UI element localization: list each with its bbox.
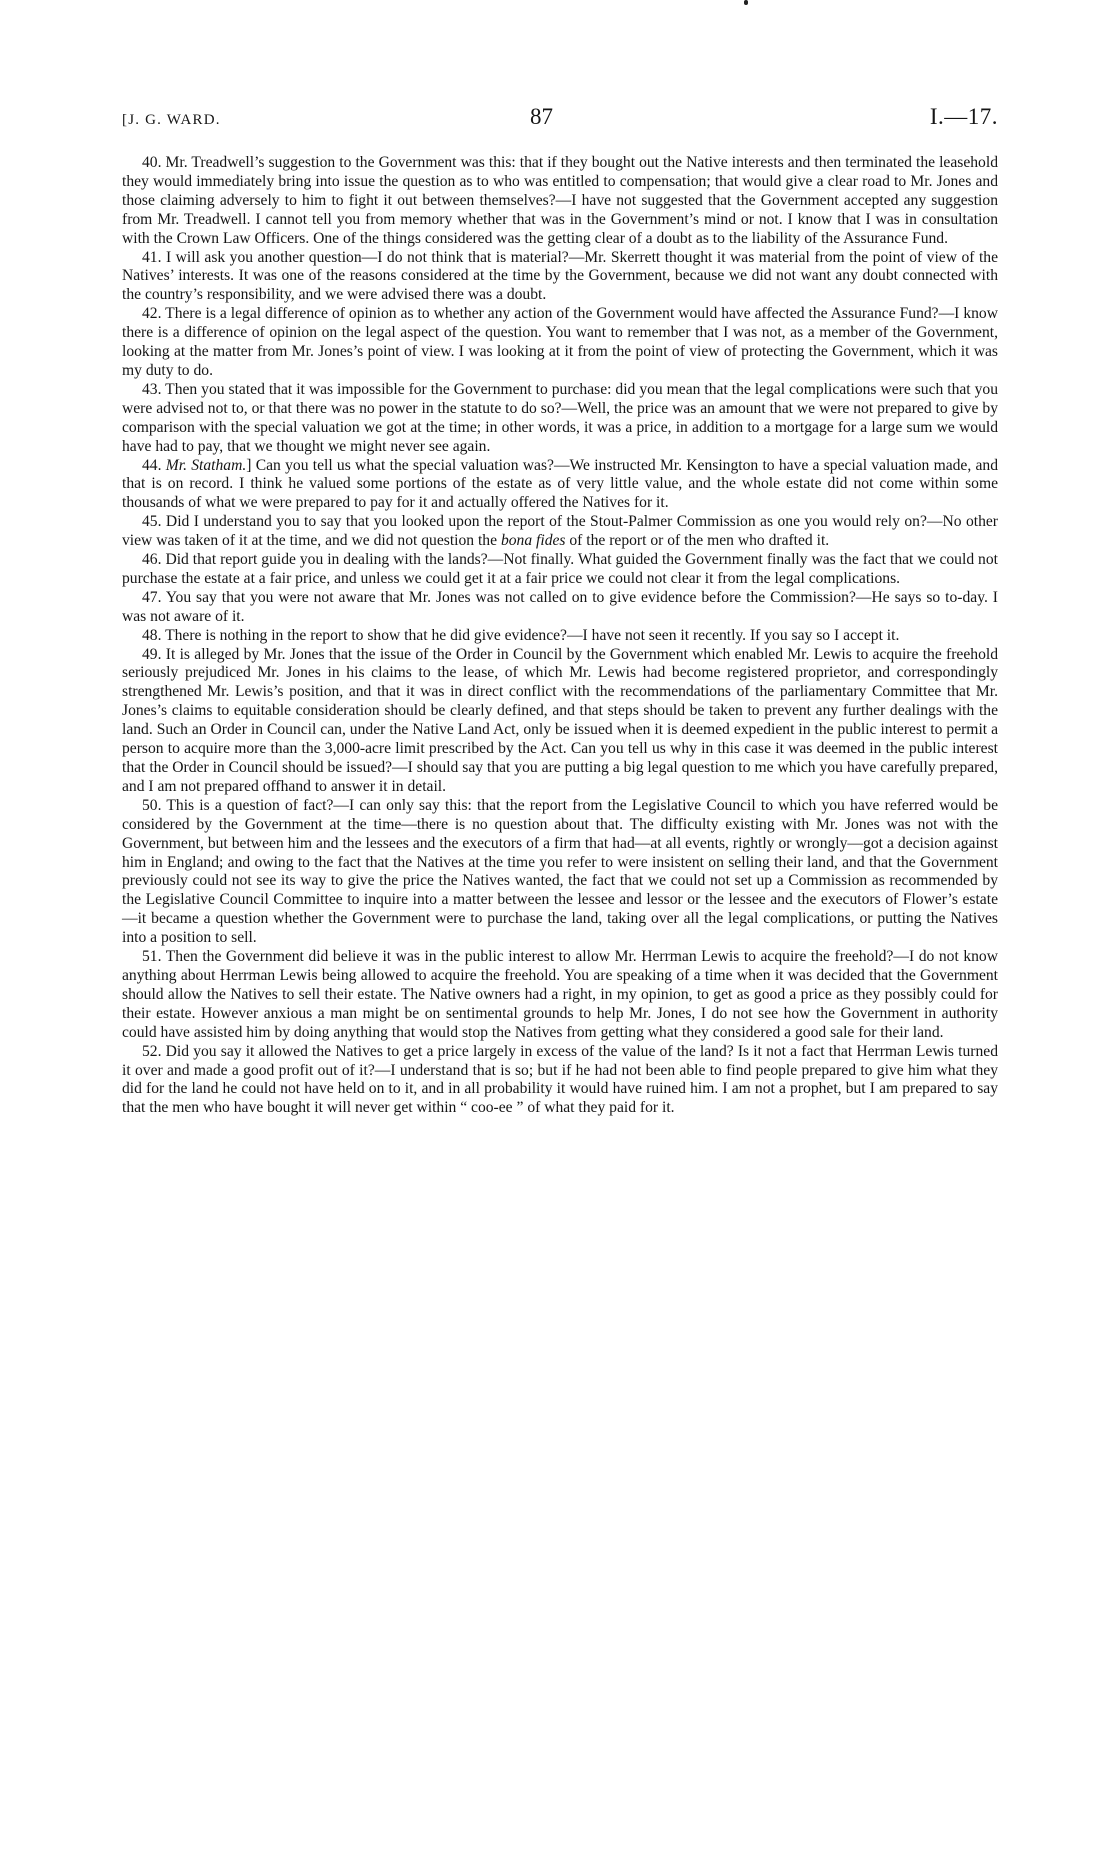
paragraph-44 xyxy=(122,457,998,514)
printer-mark xyxy=(744,0,748,5)
paragraph-48: 48. There is nothing in the report to show that he did give evidence?—I have not seen it recently. If you say so I accept it. xyxy=(142,626,900,644)
page-header xyxy=(122,104,998,134)
paragraph-46: 46. Did that report guide you in dealing with the lands?—Not finally. What guided the Government finally was the fact that we could not purchase the estate at a fair price, and unless we could get it at a fair price we could not clear it from the legal complications. xyxy=(122,551,998,587)
paragraph-47: 47. You say that you were not aware that Mr. Jones was not called on to give evidence before the Commission?—He says so to-day. I was not aware of it. xyxy=(122,588,998,625)
paragraph-40: 40. Mr. Treadwell’s suggestion to the Government was this: that if they bought out the Native interests and then terminated the leasehold they would immediately bring into issue the question as to who was entitled to compensation; that would give a clear road to Mr. Jones and those claiming adversely to him to fight it out between themselves?—I have not suggested that the Government accepted any suggestion from Mr. Treadwell. I cannot tell you from memory whether that was in the Government’s mind or not. I know that I was in consultation with the Crown Law Officers. One of the things considered was the getting clear of a doubt as to the liability of the Assurance Fund. xyxy=(122,154,998,247)
paragraph-52: 52. Did you say it allowed the Natives to get a price largely in excess of the value of the land? Is it not a fact that Herrman Lewis turned it over and made a good profit out of it?—I understand that is so; but if he had not been able to find people prepared to give him what they did for the land he could not have held on to it, and in all probability it would have ruined him. I am not a prophet, but I am prepared to say that the men who have bought it will never get within “ coo-ee ” of what they paid for it. xyxy=(122,1042,998,1117)
paragraph-45-end: of the report or of the men who drafted it. xyxy=(565,532,830,550)
paragraph-42: 42. There is a legal difference of opinion as to whether any action of the Government would have affected the Assurance Fund?—I know there is a difference of opinion on the legal aspect of the question. You want to remember that I was not, as a member of the Government, looking at the matter from Mr. Jones’s point of view. I was looking at it from the point of view of protecting the Government, which it was my duty to do. xyxy=(122,305,998,379)
paragraph-44-body: ] Can you tell us what the special valuation was?—We instructed Mr. Kensington to have a special valuation made, and that is on record. I think he valued some portions of the estate as of very little value, and the whole estate did not come within some thousands of what we were prepared to pay for it and actually offered the Natives for it. xyxy=(122,456,999,512)
paragraph-45 xyxy=(122,513,998,551)
paragraph-43: 43. Then you stated that it was impossible for the Government to purchase: did you mean that the legal complications were such that you were advised not to, or that there was no power in the statute to do so?—Well, the price was an amount that we were not prepared to give by comparison with the special valuation we got at the time; in other words, it was a price, in addition to a mortgage for a large sum we would have had to pay, that we thought we might never see again. xyxy=(122,380,998,455)
paper-reference: I.—17. xyxy=(929,104,998,129)
paragraph-45-start: 45. Did I understand you to say that you looked upon the report of the Stout-Palmer Commission as one you would rely on?—No other view was taken of it at the time, and we did not question the xyxy=(122,513,998,550)
witness-name: [J. G. WARD. xyxy=(122,112,221,128)
page-number: 87 xyxy=(530,104,553,129)
paragraph-44-number: 44. xyxy=(142,456,166,474)
paragraph-41: 41. I will ask you another question—I do not think that is material?—Mr. Skerrett thought it was material from the point of view of the Natives’ interests. It was one of the reasons considered at the time by the Government, because we did not want any doubt connected with the country’s responsibility, and we were advised there was a doubt. xyxy=(122,248,998,304)
evidence-text xyxy=(122,154,998,1118)
paragraph-45-italic: bona fides xyxy=(500,532,566,550)
paragraph-50: 50. This is a question of fact?—I can only say this: that the report from the Legislative Council to which you have referred would be considered by the Government at the time—there is no question about that. The difficulty existing with Mr. Jones was not with the Government, but between him and the lessees and the executors of a firm that had—at all events, rightly or wrongly—got a decision against him in England; and owing to the fact that the Natives at the time you refer to were insistent on selling their land, and that the Government previously could not see its way to give the price the Natives wanted, the fact that we could not set up a Commission as recommended by the Legislative Council Committee to inquire into a matter between the lessee and lessor or the lessee and the executors of Flower’s estate—it became a question whether the Government were to purchase the land, taking over all the legal complications, or putting the Natives into a position to sell. xyxy=(122,796,998,947)
paragraph-44-speaker: Mr. Statham. xyxy=(165,456,247,474)
paragraph-49: 49. It is alleged by Mr. Jones that the issue of the Order in Council by the Government which enabled Mr. Lewis to acquire the freehold seriously prejudiced Mr. Jones in his claims to the lease, of which Mr. Lewis had become registered proprietor, and correspondingly strengthened Mr. Lewis’s position, and that it was in direct conflict with the recommendations of the parliamentary Committee that Mr. Jones’s claims to equitable consideration should be clearly defined, and that steps should be taken to prevent any further dealings with the land. Such an Order in Council can, under the Native Land Act, only be issued when it is deemed expedient in the public interest to permit a person to acquire more than the 3,000-acre limit prescribed by the Act. Can you tell us why in this case it was deemed in the public interest that the Order in Council should be issued?—I should say that you are putting a big legal question to me which you have carefully prepared, and I am not prepared offhand to answer it in detail. xyxy=(122,645,998,795)
paragraph-51: 51. Then the Government did believe it was in the public interest to allow Mr. Herrman Lewis to acquire the freehold?—I do not know anything about Herrman Lewis being allowed to acquire the freehold. You are speaking of a time when it was decided that the Government should allow the Natives to sell their estate. The Native owners had a right, in my opinion, to get as good a price as they possibly could for their estate. However anxious a man might be on sentimental grounds to help Mr. Jones, I do not see how the Government in authority could have assisted him by doing anything that would stop the Natives from getting what they considered a good sale for their land. xyxy=(122,948,998,1041)
